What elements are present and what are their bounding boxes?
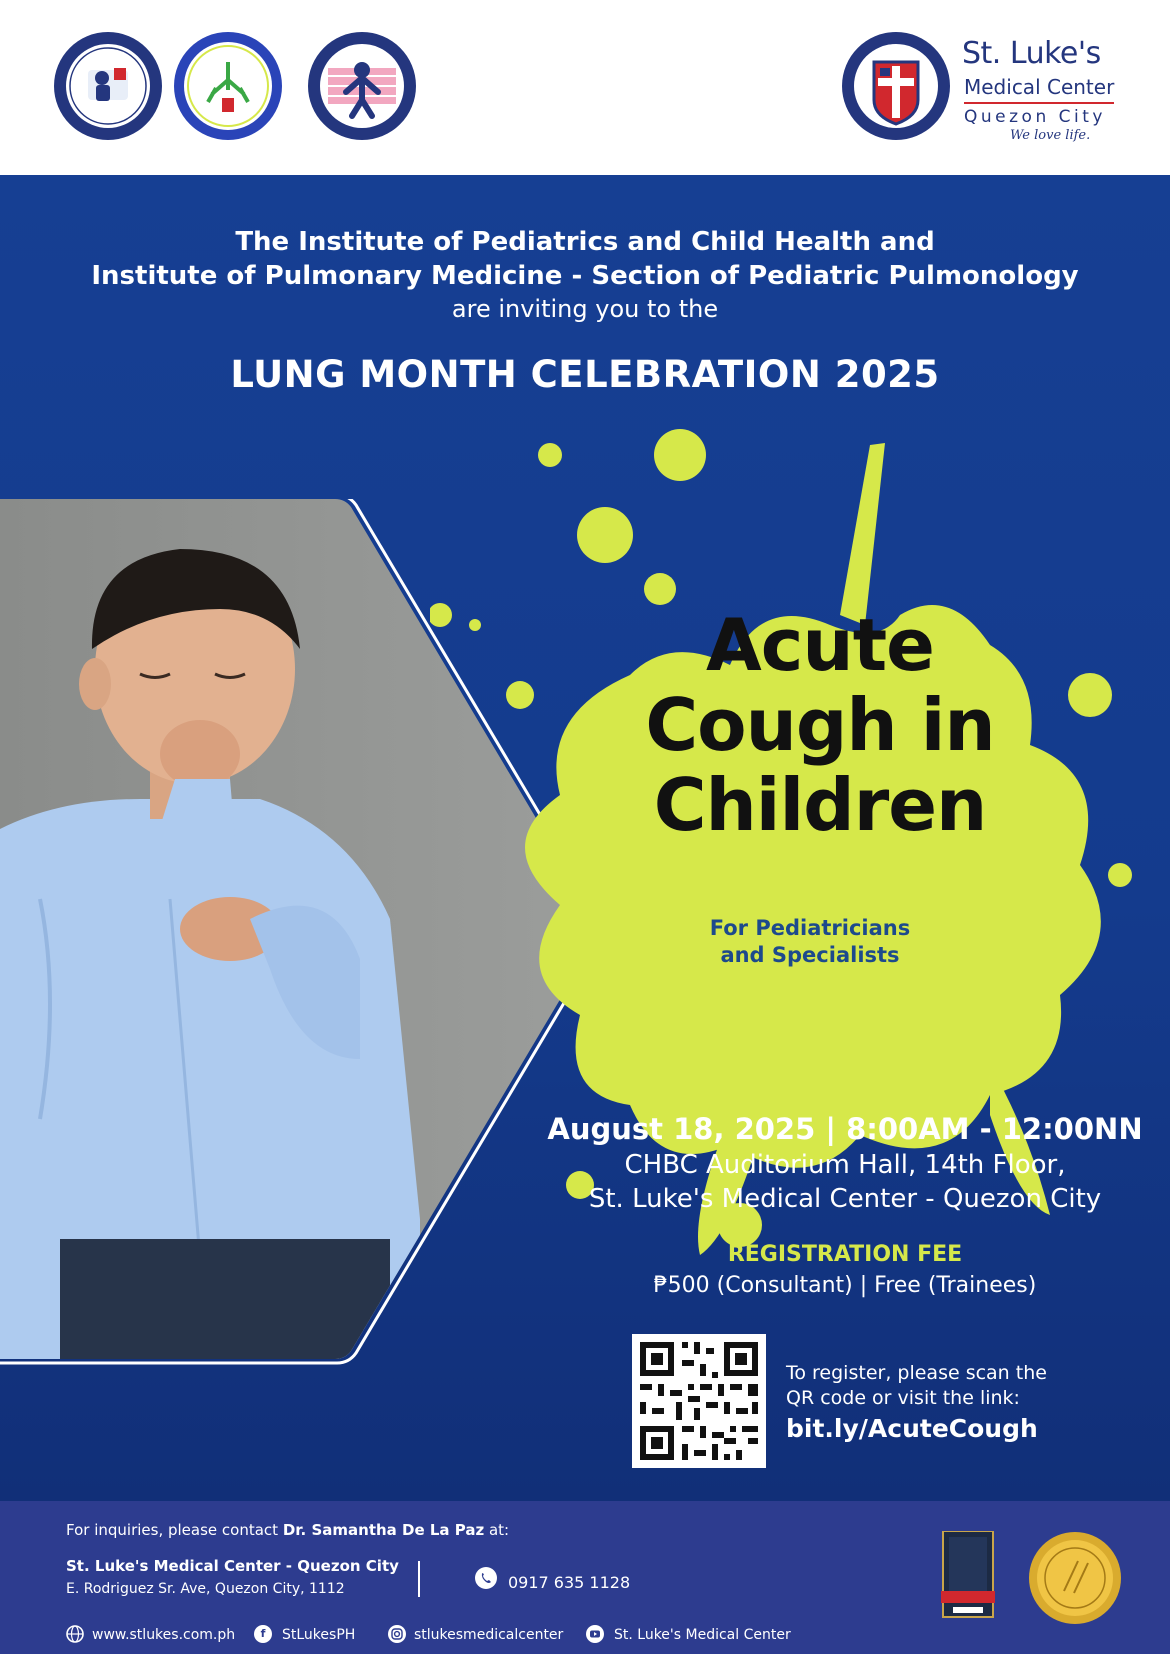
inquiry-suffix: at: [488, 1521, 510, 1539]
address-name: St. Luke's Medical Center - Quezon City [66, 1557, 399, 1575]
footer [0, 1501, 1170, 1654]
pulmonary-institute-seal [172, 30, 284, 142]
registration-instructions [786, 1361, 1047, 1447]
website-link[interactable]: www.stlukes.com.ph [92, 1627, 236, 1643]
registration-fee-label: REGISTRATION FEE [727, 1242, 963, 1267]
target-audience [640, 915, 980, 969]
globe-icon [66, 1625, 84, 1643]
audience-line-2: and Specialists [720, 943, 900, 967]
footer-divider [418, 1561, 420, 1597]
register-line-1: To register, please scan the [786, 1362, 1047, 1384]
registration-link[interactable]: bit.ly/AcuteCough [786, 1414, 1038, 1443]
st-lukes-seal [840, 30, 952, 142]
venue-line-2: St. Luke's Medical Center - Quezon City [588, 1184, 1102, 1214]
event-date-time: August 18, 2025 | 8:00AM - 12:00NN [547, 1112, 1143, 1146]
intro-line-1: The Institute of Pediatrics and Child Health and [235, 227, 935, 257]
intro-line-3: are inviting you to the [451, 295, 719, 323]
jci-gold-seal [1028, 1531, 1122, 1625]
phone-icon [475, 1567, 497, 1589]
newsweek-award-badge [941, 1531, 995, 1621]
youtube-link[interactable]: St. Luke's Medical Center [614, 1627, 791, 1643]
brand-city: Quezon City [964, 107, 1106, 127]
intro-line-2: Institute of Pulmonary Medicine - Section of Pediatric Pulmonology [91, 261, 1079, 291]
facebook-link[interactable]: StLukesPH [282, 1627, 356, 1643]
youtube-icon [586, 1625, 604, 1643]
facebook-icon: f [254, 1625, 272, 1643]
topic-line-3: Children [653, 763, 987, 847]
brand-divider [964, 102, 1114, 104]
poster-body [0, 175, 1170, 1501]
contact-phone[interactable]: 0917 635 1128 [508, 1573, 631, 1592]
topic-line-1: Acute [706, 603, 934, 687]
address-street: E. Rodriguez Sr. Ave, Quezon City, 1112 [66, 1581, 345, 1597]
event-title: LUNG MONTH CELEBRATION 2025 [230, 353, 940, 396]
audience-line-1: For Pediatricians [709, 916, 911, 940]
instagram-link[interactable]: stlukesmedicalcenter [414, 1627, 564, 1643]
inquiry-prefix: For inquiries, please contact [66, 1521, 279, 1539]
event-details [540, 1110, 1150, 1216]
brand-subtitle: Medical Center [964, 75, 1115, 99]
venue-line-1: CHBC Auditorium Hall, 14th Floor, [624, 1150, 1066, 1180]
contact-name: Dr. Samantha De La Paz [282, 1521, 485, 1539]
register-line-2: QR code or visit the link: [786, 1387, 1020, 1409]
topic-line-2: Cough in [645, 683, 995, 767]
topic-title [600, 605, 1040, 845]
inquiry-line [66, 1521, 509, 1539]
invitation-intro [0, 225, 1170, 325]
brand-name: St. Luke's [962, 36, 1101, 71]
instagram-icon [388, 1625, 406, 1643]
header [0, 0, 1170, 175]
registration-fee-values: ₱500 (Consultant) | Free (Trainees) [653, 1273, 1037, 1298]
registration-qr-code[interactable] [632, 1334, 766, 1468]
st-lukes-brand [840, 28, 1140, 148]
pediatrics-institute-seal [52, 30, 164, 142]
brand-tagline: We love life. [1010, 128, 1091, 143]
pediatric-pulmonology-seal [306, 30, 418, 142]
